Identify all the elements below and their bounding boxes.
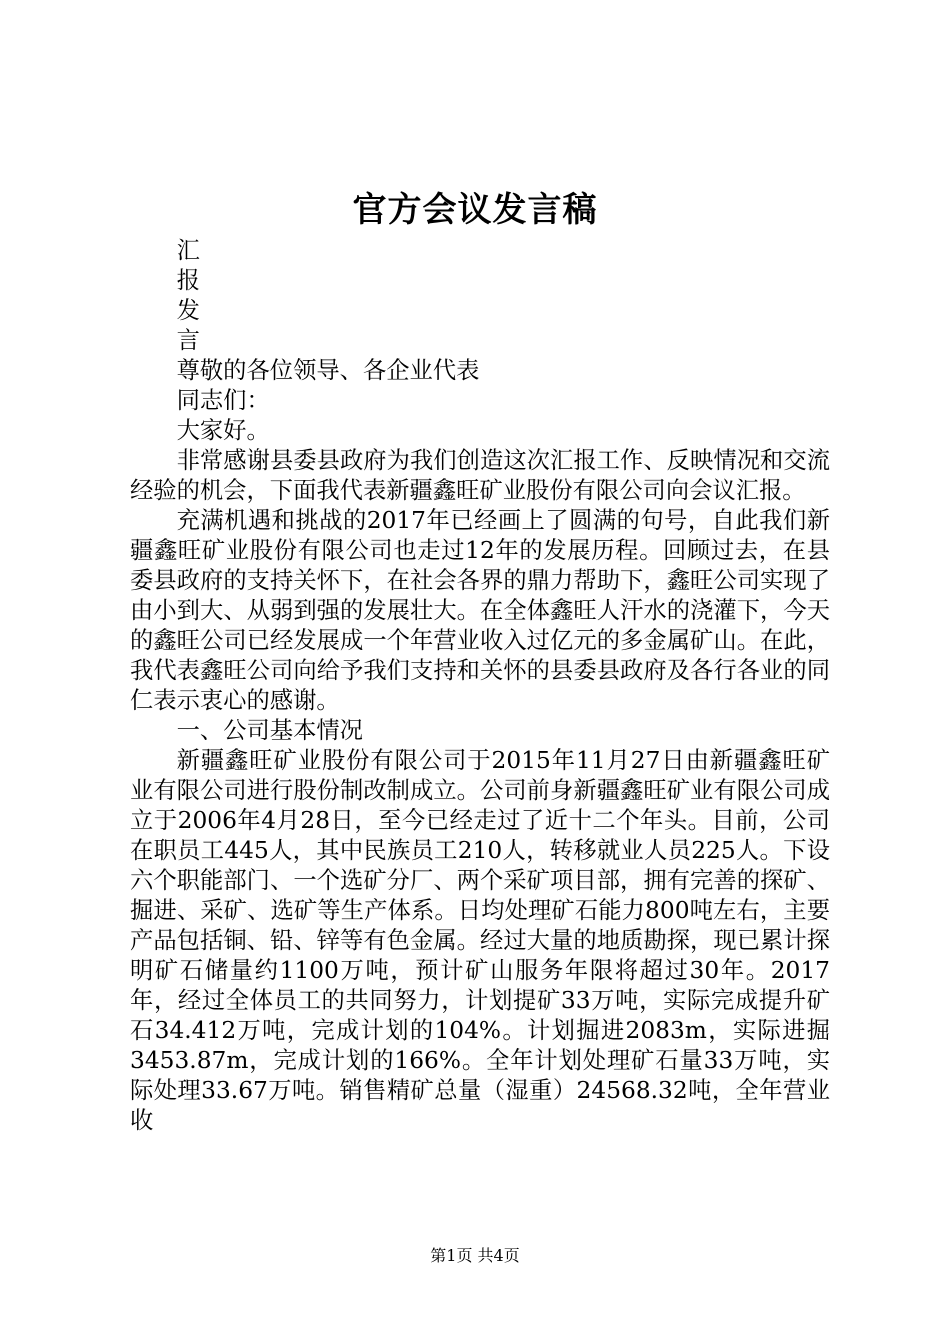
body-paragraph: 充满机遇和挑战的2017年已经画上了圆满的句号，自此我们新疆鑫旺矿业股份有限公司也走过12年的发展历程。回顾过去，在县委县政府的支持关怀下，在社会各界的鼎力帮助下，鑫旺公司实现了由小到大、从弱到强的发展壮大。在全体鑫旺人汗水的浇灌下，今天的鑫旺公司已经发展成一个年营业收入过亿元的多金属矿山。在此，我代表鑫旺公司向给予我们支持和关怀的县委县政府及各行各业的同仁表示衷心的感谢。 [130, 507, 830, 714]
greeting-line: 大家好。 [176, 417, 270, 444]
document-title: 官方会议发言稿 [352, 190, 598, 230]
page-indicator: 第1页 共4页 [430, 1246, 520, 1265]
salutation-line: 尊敬的各位领导、各企业代表 [176, 357, 480, 384]
body-paragraph: 新疆鑫旺矿业股份有限公司于2015年11月27日由新疆鑫旺矿业有限公司进行股份制改制成立。公司前身新疆鑫旺矿业有限公司成立于2006年4月28日，至今已经走过了近十二个年头。目前，公司在职员工445人，其中民族员工210人，转移就业人员225人。下设六个职能部门、一个选矿分厂、两个采矿项目部，拥有完善的探矿、掘进、采矿、选矿等生产体系。日均处理矿石能力800吨左右，主要产品包括铜、铅、锌等有色金属。经过大量的地质勘探，现已累计探明矿石储量约1100万吨，预计矿山服务年限将超过30年。2017年，经过全体员工的共同努力，计划提矿33万吨，实际完成提升矿石34.412万吨，完成计划的104%。计划掘进2083m，实际进掘3453.87m，完成计划的166%。全年计划处理矿石量33万吨，实际处理33.67万吨。销售精矿总量（湿重）24568.32吨，全年营业收 [130, 747, 830, 1134]
vertical-heading-char: 汇 [176, 237, 200, 264]
section-heading: 一、公司基本情况 [176, 717, 363, 744]
document-body [130, 236, 830, 1136]
vertical-heading-char: 报 [176, 267, 200, 294]
vertical-heading-char: 发 [176, 297, 200, 324]
body-paragraph: 非常感谢县委县政府为我们创造这次汇报工作、反映情况和交流经验的机会，下面我代表新疆鑫旺矿业股份有限公司向会议汇报。 [130, 447, 830, 504]
vertical-heading-char: 言 [176, 327, 200, 354]
salutation-line: 同志们： [176, 387, 270, 414]
